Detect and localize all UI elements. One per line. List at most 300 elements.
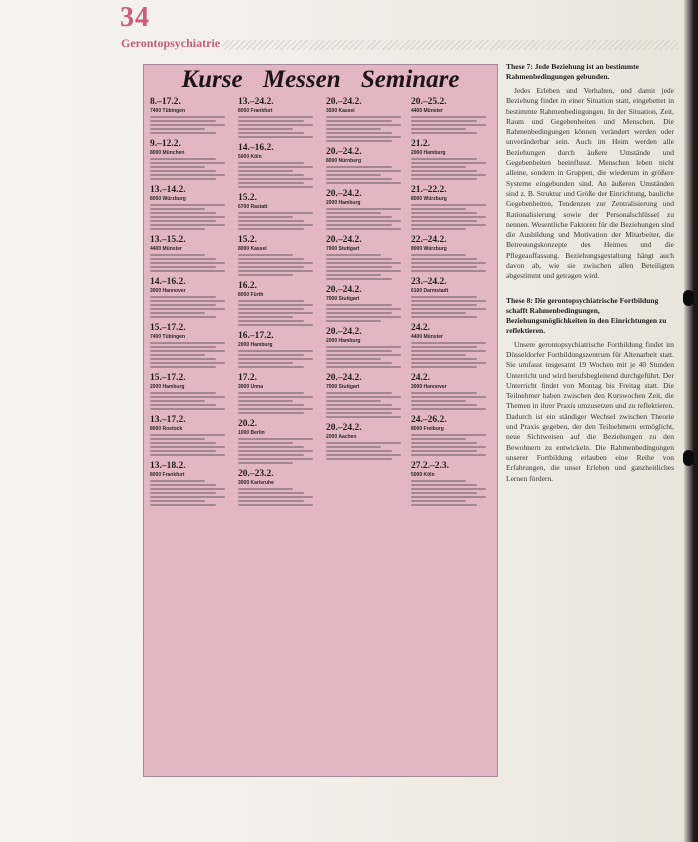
event-detail-line — [150, 442, 216, 444]
event-detail-line — [326, 266, 392, 268]
event-place: 2000 Hamburg — [150, 384, 185, 390]
event-detail-line — [411, 266, 477, 268]
event-date: 20.–24.2. — [326, 97, 362, 107]
event-place: 3000 Hannover — [411, 384, 447, 390]
event-detail-line — [238, 128, 293, 130]
event-place: 7000 Stuttgart — [326, 384, 360, 390]
event-date: 16.–17.2. — [238, 331, 274, 341]
event-detail-line — [150, 446, 225, 448]
event-detail-line — [150, 350, 225, 352]
event-date: 13.–14.2. — [150, 185, 186, 195]
event-detail-line — [411, 504, 477, 506]
event-detail-line — [150, 208, 205, 210]
event-detail-line — [411, 350, 486, 352]
event-entry — [411, 323, 489, 368]
event-detail-line — [326, 354, 401, 356]
event-detail-line — [238, 400, 293, 402]
event-detail-line — [150, 488, 225, 490]
event-detail-line — [150, 220, 216, 222]
event-detail-line — [326, 346, 401, 348]
event-detail-line — [326, 366, 401, 368]
section-title: Gerontopsychiatrie — [121, 36, 221, 50]
events-column-2 — [238, 97, 316, 511]
event-date: 24.2. — [411, 373, 430, 383]
event-entry — [238, 193, 316, 230]
event-detail-line — [326, 320, 381, 322]
event-entry — [411, 139, 489, 180]
event-place: 8000 Kassel — [238, 246, 267, 252]
event-detail-line — [238, 450, 313, 452]
event-place: 2000 Aachen — [326, 434, 357, 440]
event-detail-line — [150, 504, 216, 506]
event-detail-line — [150, 396, 225, 398]
event-detail-line — [326, 404, 392, 406]
event-detail-line — [238, 170, 293, 172]
event-place: 8000 Würzburg — [411, 246, 447, 252]
event-detail-line — [150, 408, 225, 410]
event-detail-line — [411, 308, 486, 310]
event-detail-line — [411, 446, 486, 448]
event-detail-line — [411, 354, 466, 356]
event-place: 8000 Fürth — [238, 292, 264, 298]
event-date: 17.2. — [238, 373, 257, 383]
event-detail-line — [150, 124, 225, 126]
events-box-title: Kurse Messen Seminare — [181, 66, 460, 93]
event-detail-line — [411, 132, 477, 134]
event-detail-line — [411, 224, 486, 226]
event-entry — [238, 373, 316, 414]
event-detail-line — [326, 274, 381, 276]
event-detail-line — [411, 312, 466, 314]
event-detail-line — [411, 212, 477, 214]
event-detail-line — [326, 362, 392, 364]
event-detail-line — [238, 366, 304, 368]
event-detail-line — [411, 254, 466, 256]
event-detail-line — [326, 178, 392, 180]
event-detail-line — [411, 204, 486, 206]
event-detail-line — [411, 270, 486, 272]
event-entry — [238, 143, 316, 188]
event-detail-line — [326, 396, 401, 398]
event-detail-line — [411, 434, 486, 436]
event-entry — [238, 419, 316, 464]
event-detail-line — [238, 442, 293, 444]
event-date: 13.–24.2. — [238, 97, 274, 107]
event-detail-line — [326, 450, 392, 452]
event-detail-line — [150, 166, 205, 168]
event-detail-line — [150, 224, 225, 226]
event-detail-line — [150, 174, 225, 176]
event-detail-line — [150, 404, 216, 406]
event-detail-line — [238, 412, 304, 414]
event-place: 6100 Darmstadt — [411, 288, 449, 294]
event-detail-line — [411, 438, 466, 440]
event-place: 2000 Hamburg — [238, 342, 273, 348]
event-detail-line — [150, 178, 216, 180]
event-date: 13.–17.2. — [150, 415, 186, 425]
event-detail-line — [411, 178, 477, 180]
event-detail-line — [150, 116, 225, 118]
event-detail-line — [411, 300, 486, 302]
event-detail-line — [326, 224, 392, 226]
event-detail-line — [150, 312, 205, 314]
event-place: 3000 Unna — [238, 384, 264, 390]
event-detail-line — [238, 270, 313, 272]
event-detail-line — [150, 132, 216, 134]
event-entry — [326, 373, 404, 418]
event-detail-line — [150, 258, 216, 260]
event-place: 3500 Kassel — [326, 108, 355, 114]
event-detail-line — [238, 350, 313, 352]
event-place: 7400 Tübingen — [150, 108, 186, 114]
events-column-3 — [326, 97, 404, 465]
event-detail-line — [326, 316, 401, 318]
event-detail-line — [238, 396, 313, 398]
event-detail-line — [411, 162, 486, 164]
event-detail-line — [411, 362, 486, 364]
event-detail-line — [238, 254, 293, 256]
event-place: 7000 Stuttgart — [326, 246, 360, 252]
event-place: 8000 Frankfurt — [238, 108, 273, 114]
event-entry — [411, 461, 489, 506]
event-detail-line — [150, 454, 225, 456]
event-detail-line — [238, 454, 304, 456]
event-detail-line — [150, 128, 205, 130]
event-entry — [150, 235, 228, 272]
event-detail-line — [150, 438, 205, 440]
event-entry — [326, 189, 404, 230]
event-detail-line — [411, 442, 477, 444]
event-detail-line — [411, 480, 466, 482]
event-detail-line — [238, 182, 304, 184]
event-detail-line — [238, 312, 313, 314]
event-detail-line — [150, 400, 205, 402]
event-detail-line — [411, 316, 477, 318]
event-entry — [150, 461, 228, 506]
event-detail-line — [326, 116, 401, 118]
event-place: 5000 Köln — [238, 154, 262, 160]
event-detail-line — [326, 454, 401, 456]
event-detail-line — [326, 262, 401, 264]
event-detail-line — [238, 504, 313, 506]
punch-hole — [683, 450, 694, 466]
event-detail-line — [238, 224, 313, 226]
event-detail-line — [238, 124, 313, 126]
event-detail-line — [150, 484, 216, 486]
event-detail-line — [326, 140, 392, 142]
event-entry — [411, 97, 489, 134]
event-detail-line — [150, 212, 216, 214]
event-detail-line — [150, 480, 205, 482]
event-detail-line — [238, 408, 313, 410]
event-entry — [238, 469, 316, 506]
event-date: 20.–24.2. — [326, 327, 362, 337]
page-number: 34 — [120, 2, 150, 33]
event-date: 20.–24.2. — [326, 235, 362, 245]
event-place: 6700 Rastatt — [238, 204, 268, 210]
paragraph-gap — [506, 282, 674, 296]
event-place: 2000 Hamburg — [326, 200, 361, 206]
event-detail-line — [411, 174, 486, 176]
event-detail-line — [150, 270, 225, 272]
event-detail-line — [411, 404, 477, 406]
event-entry — [238, 97, 316, 138]
event-detail-line — [150, 358, 216, 360]
event-detail-line — [411, 358, 477, 360]
thesis-8-text: Unsere gerontopsychiatrische Fortbildung findet im Düsseldorfer Fortbildungszentrum für Altenarbeit statt. Sie umfasst insgesamt 19 Wochen mit je 40 Stunden Unterricht und wird berufsbegleitend durchgeführt. Der Unterricht findet von Montag bis Freitag statt. Die Teilnehmer haben zwischen den Kurswochen Zeit, die Themen in ihrer Praxis umzusetzen und zu reflektieren. Dadurch ist ein ständiger Wechsel zwischen Theorie und Praxis gegeben, der den Teilnehmern ermöglicht, neue Sichtweisen auf die Beziehungen zu den Bewohnern zu entwickeln. Die Rahmenbedingungen unserer Fortbildung erlauben eine Reihe von Erfahrungen, die unser Erleben und ganzheitliches Lernen fördern. — [506, 339, 674, 483]
event-entry — [150, 373, 228, 410]
event-detail-line — [326, 208, 401, 210]
event-detail-line — [326, 182, 401, 184]
event-detail-line — [150, 346, 216, 348]
event-detail-line — [238, 354, 304, 356]
thesis-8-heading: These 8: Die gerontopsychiatrische Fortbildung schafft Rahmenbedingungen, Beziehungsmöglichkeiten in den Einrichtungen zu reflektieren. — [506, 295, 667, 335]
event-detail-line — [238, 162, 304, 164]
event-place: 4400 Münster — [150, 246, 182, 252]
event-place: 8000 Rostock — [150, 426, 183, 432]
event-detail-line — [150, 434, 225, 436]
event-detail-line — [150, 354, 205, 356]
event-date: 14.–16.2. — [150, 277, 186, 287]
event-detail-line — [150, 296, 216, 298]
event-detail-line — [411, 216, 486, 218]
event-entry — [238, 281, 316, 326]
event-place: 7400 Tübingen — [150, 334, 186, 340]
event-detail-line — [238, 324, 313, 326]
event-date: 20.–23.2. — [238, 469, 274, 479]
event-date: 22.–24.2. — [411, 235, 447, 245]
event-detail-line — [411, 454, 486, 456]
event-detail-line — [326, 442, 401, 444]
event-detail-line — [326, 350, 392, 352]
event-detail-line — [238, 116, 313, 118]
thesis-7-heading: These 7: Jede Beziehung ist an bestimmte Rahmenbedingungen gebunden. — [506, 62, 639, 81]
event-detail-line — [326, 128, 381, 130]
thesis-7-body — [506, 86, 674, 282]
event-detail-line — [238, 308, 304, 310]
event-place: 1000 Berlin — [238, 430, 265, 436]
event-detail-line — [326, 392, 392, 394]
event-detail-line — [150, 158, 216, 160]
event-detail-line — [411, 158, 477, 160]
event-detail-line — [150, 450, 216, 452]
event-detail-line — [238, 212, 313, 214]
event-detail-line — [150, 216, 225, 218]
event-place: 4400 Münster — [411, 334, 443, 340]
event-detail-line — [238, 174, 304, 176]
event-date: 13.–18.2. — [150, 461, 186, 471]
punch-hole — [683, 290, 694, 306]
event-detail-line — [326, 408, 401, 410]
event-date: 20.2. — [238, 419, 257, 429]
event-entry — [326, 147, 404, 184]
event-detail-line — [238, 266, 304, 268]
event-detail-line — [238, 132, 304, 134]
event-detail-line — [326, 228, 401, 230]
event-detail-line — [411, 492, 477, 494]
event-place: 8000 Nürnberg — [326, 158, 362, 164]
event-detail-line — [150, 300, 225, 302]
event-date: 15.2. — [238, 193, 257, 203]
event-detail-line — [150, 228, 205, 230]
event-detail-line — [326, 174, 381, 176]
event-detail-line — [411, 346, 477, 348]
event-detail-line — [411, 116, 486, 118]
event-entry — [326, 97, 404, 142]
event-date: 21.–22.2. — [411, 185, 447, 195]
event-place: 8000 München — [150, 150, 185, 156]
event-detail-line — [150, 304, 216, 306]
event-detail-line — [326, 458, 392, 460]
event-entry — [150, 97, 228, 134]
event-detail-line — [326, 270, 401, 272]
event-place: 5000 Köln — [411, 472, 435, 478]
event-date: 20.–24.2. — [326, 423, 362, 433]
event-date: 13.–15.2. — [150, 235, 186, 245]
event-date: 15.–17.2. — [150, 323, 186, 333]
event-detail-line — [326, 166, 392, 168]
event-entry — [411, 373, 489, 410]
event-detail-line — [326, 308, 401, 310]
event-detail-line — [238, 320, 304, 322]
event-detail-line — [238, 446, 304, 448]
event-entry — [150, 139, 228, 180]
event-detail-line — [150, 254, 205, 256]
event-detail-line — [238, 166, 313, 168]
event-entry — [411, 415, 489, 456]
event-detail-line — [238, 392, 304, 394]
event-detail-line — [326, 216, 392, 218]
event-detail-line — [238, 228, 304, 230]
event-place: 4400 Münster — [411, 108, 443, 114]
event-detail-line — [238, 300, 304, 302]
event-date: 24.2. — [411, 323, 430, 333]
event-entry — [411, 235, 489, 272]
event-entry — [150, 415, 228, 456]
event-entry — [326, 285, 404, 322]
event-detail-line — [326, 124, 401, 126]
event-place: 3000 Karlsruhe — [238, 480, 274, 486]
event-detail-line — [150, 500, 205, 502]
event-detail-line — [326, 312, 392, 314]
event-date: 14.–16.2. — [238, 143, 274, 153]
event-entry — [238, 331, 316, 368]
header-rule — [222, 40, 678, 50]
event-detail-line — [238, 220, 304, 222]
event-detail-line — [326, 278, 392, 280]
event-detail-line — [411, 496, 486, 498]
event-detail-line — [411, 400, 466, 402]
event-detail-line — [411, 128, 466, 130]
event-detail-line — [238, 136, 313, 138]
event-place: 8000 Würzburg — [150, 196, 186, 202]
event-detail-line — [326, 358, 381, 360]
event-detail-line — [411, 296, 477, 298]
event-detail-line — [150, 170, 216, 172]
event-detail-line — [411, 488, 486, 490]
event-detail-line — [238, 186, 313, 188]
event-detail-line — [150, 262, 225, 264]
event-date: 8.–17.2. — [150, 97, 181, 107]
event-detail-line — [326, 132, 392, 134]
event-detail-line — [326, 412, 392, 414]
event-detail-line — [411, 166, 466, 168]
event-detail-line — [411, 304, 477, 306]
events-column-4 — [411, 97, 489, 511]
event-detail-line — [326, 416, 401, 418]
thesis-8-body — [506, 340, 674, 484]
event-detail-line — [238, 258, 304, 260]
event-date: 21.2. — [411, 139, 430, 149]
event-detail-line — [326, 254, 381, 256]
event-detail-line — [326, 136, 401, 138]
event-detail-line — [411, 120, 477, 122]
event-detail-line — [326, 258, 392, 260]
event-detail-line — [411, 208, 466, 210]
event-detail-line — [326, 212, 381, 214]
event-detail-line — [238, 462, 293, 464]
event-detail-line — [411, 500, 466, 502]
thesis-7-text: Jedes Erleben und Verhalten, und damit jede Beziehung findet in einer Situation statt, eingebettet in bestimmte Rahmenbedingungen. In der Situation, Zeit, Raum und Gegebenheiten und Menschen. Die Rahmenbedingungen können verändert werden oder unveränderbar sein. Auch im Heim werden alle Beziehungen durch äußere Umstände und Gegebenheiten beeinflusst. Menschen leben nicht alleine, sondern in Gruppen, die wiederum in größere Systeme eingebunden sind. An äußeren Umständen sind z. B. Struktur und Größe der Einrichtung, bauliche Gegebenheiten, Tendenzen zur Zentralisierung und Rationalisierung sowie der Personalschlüssel zu nennen. Wesentliche Faktoren für die Beziehungen sind die Ausbildung und Motivation der Mitarbeiter, die Betreuungskonzepte des Heimes und die Pflegeauffassung. Beziehungsgestaltung hängt auch davon ab, wie sie zwischen allen Beteiligten abgestimmt und getragen wird. — [506, 86, 674, 281]
event-detail-line — [238, 358, 313, 360]
event-detail-line — [238, 500, 304, 502]
event-date: 20.–24.2. — [326, 285, 362, 295]
event-detail-line — [411, 342, 486, 344]
event-detail-line — [326, 120, 392, 122]
event-detail-line — [411, 262, 486, 264]
event-detail-line — [150, 366, 216, 368]
event-detail-line — [238, 316, 293, 318]
event-entry — [326, 423, 404, 460]
events-column-1 — [150, 97, 228, 511]
event-detail-line — [150, 316, 216, 318]
event-date: 15.2. — [238, 235, 257, 245]
event-entry — [150, 323, 228, 368]
event-detail-line — [238, 178, 313, 180]
event-detail-line — [238, 274, 293, 276]
event-detail-line — [238, 262, 313, 264]
binding-edge — [684, 0, 698, 842]
event-date: 20.–24.2. — [326, 189, 362, 199]
event-detail-line — [238, 304, 313, 306]
event-detail-line — [411, 450, 477, 452]
event-date: 20.–25.2. — [411, 97, 447, 107]
event-date: 24.–26.2. — [411, 415, 447, 425]
event-detail-line — [411, 170, 477, 172]
event-detail-line — [150, 342, 225, 344]
event-detail-line — [238, 438, 313, 440]
event-detail-line — [150, 308, 225, 310]
event-entry — [411, 277, 489, 318]
event-place: 8000 Freiburg — [411, 426, 444, 432]
event-place: 3000 Hannover — [150, 288, 186, 294]
event-detail-line — [411, 228, 466, 230]
article-column — [506, 62, 674, 484]
event-detail-line — [411, 396, 486, 398]
event-detail-line — [411, 484, 477, 486]
event-detail-line — [238, 458, 313, 460]
event-detail-line — [150, 492, 216, 494]
event-detail-line — [326, 170, 401, 172]
event-detail-line — [411, 258, 477, 260]
event-detail-line — [326, 400, 381, 402]
event-entry — [238, 235, 316, 276]
event-place: 8000 Würzburg — [411, 196, 447, 202]
event-detail-line — [150, 392, 216, 394]
event-entry — [326, 327, 404, 368]
event-date: 9.–12.2. — [150, 139, 181, 149]
event-date: 20.–24.2. — [326, 373, 362, 383]
